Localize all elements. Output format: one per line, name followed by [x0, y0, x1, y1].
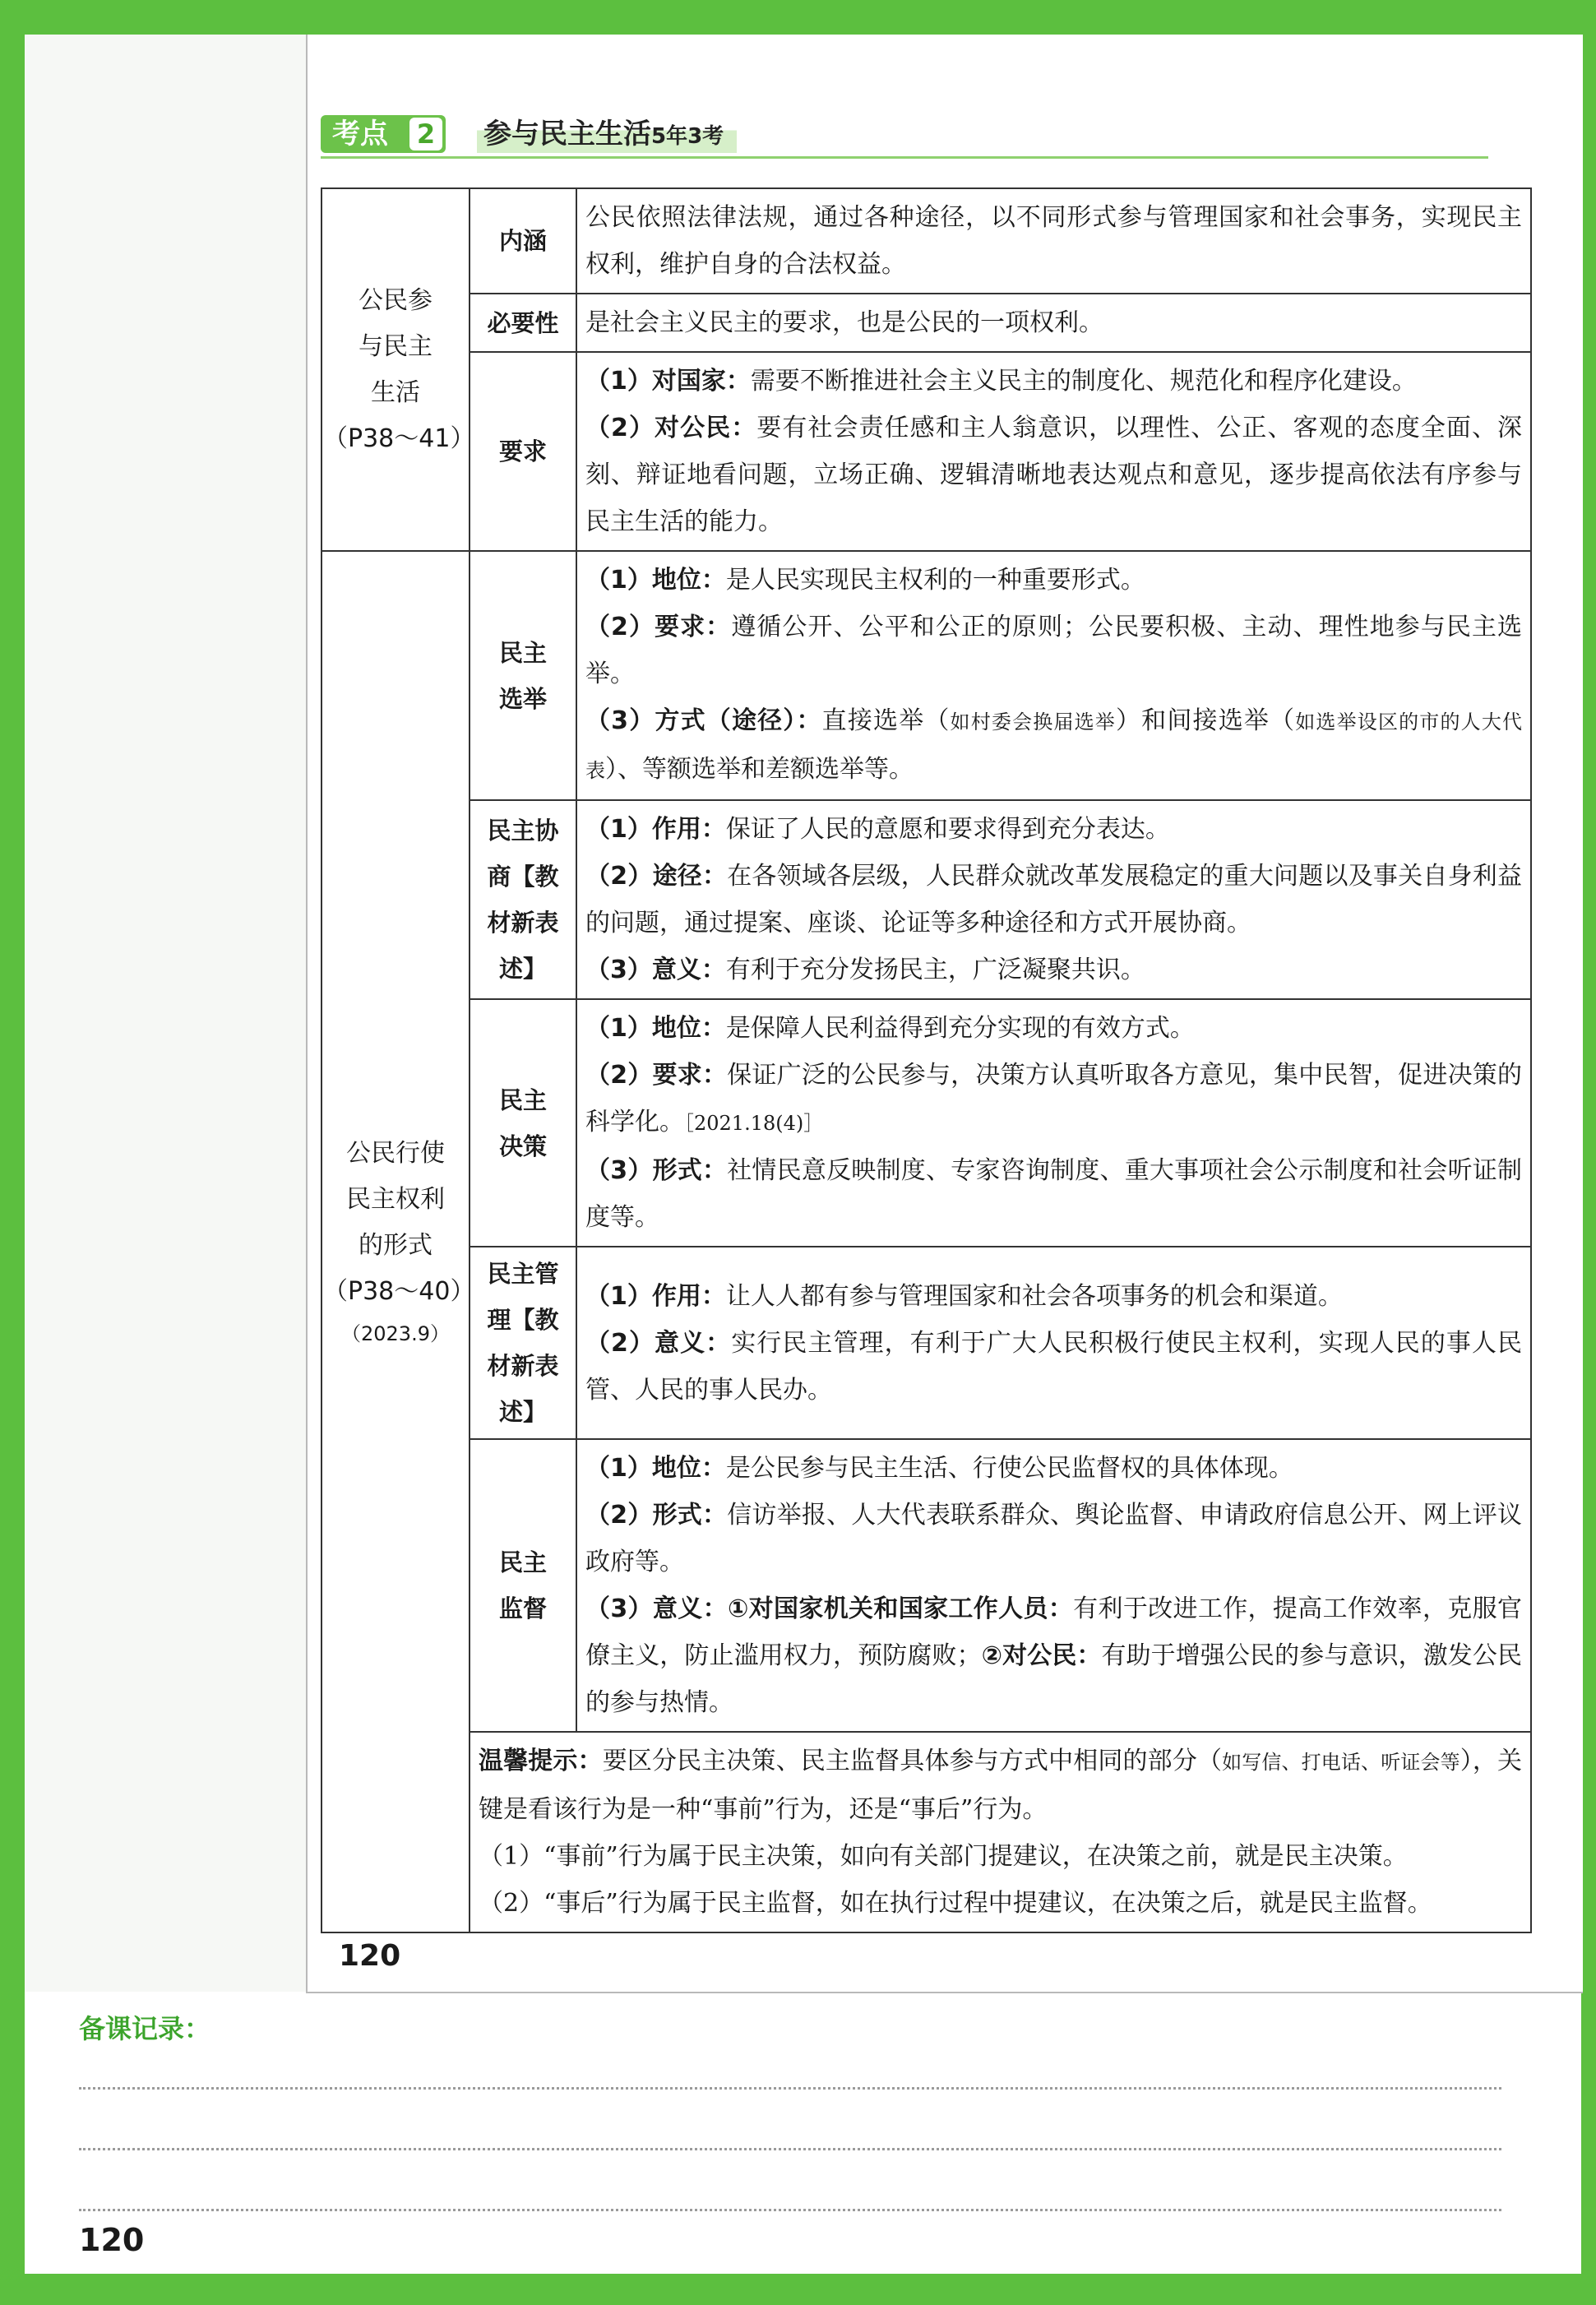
table-row	[322, 999, 1531, 1247]
item-text: 是人民实现民主权利的一种重要形式。	[725, 566, 1145, 595]
item-example: 如选举设区的市的人大代表	[585, 710, 1523, 782]
meaning-text: 公民依照法律法规，通过各种途径，以不同形式参与管理国家和社会事务，实现民主权利，维护自身的合法权益。	[585, 203, 1522, 279]
table-row	[322, 1247, 1531, 1439]
item-text: 有助于增强公民的参与意识，激发公民的参与热情。	[585, 1641, 1523, 1717]
supervision-item	[585, 1585, 1522, 1726]
sub-label-requirement: 要求	[470, 352, 576, 551]
category-label: 公民行使民主权利的形式	[346, 1139, 445, 1260]
content-decision	[576, 999, 1531, 1247]
tip-text: 要区分民主决策、民主监督具体参与方式中相同的部分（	[602, 1747, 1223, 1775]
note-line	[79, 2087, 1501, 2090]
category-label: 公民参与民主生活	[359, 285, 433, 407]
sub-label-management	[470, 1247, 576, 1439]
category-year: （2023.9）	[341, 1322, 450, 1345]
warm-tip	[470, 1732, 1531, 1932]
item-text: 有利于充分发扬民主，广泛凝聚共识。	[725, 956, 1145, 984]
table-row	[322, 294, 1531, 352]
item-key: （2）要求：	[585, 613, 732, 641]
item-key: （1）地位：	[585, 566, 726, 595]
item-key: ①对国家机关和国家工作人员：	[727, 1595, 1074, 1623]
item-key: （2）意义：	[585, 1328, 732, 1358]
item-key: （1）作用：	[585, 815, 726, 844]
item-key: （3）方式（途径）：	[585, 706, 822, 735]
outer-page-number: 120	[79, 2222, 145, 2258]
category-participate	[322, 188, 475, 551]
note-line	[79, 2148, 1501, 2150]
item-text: 要有社会责任感和主人翁意识，以理性、公正、客观的态度全面、深刻、辩证地看问题，立场正确、逻辑清晰地表达观点和意见，逐步提高依法有序参与民主生活的能力。	[585, 414, 1523, 536]
supervision-item	[585, 1492, 1522, 1585]
decision-item	[585, 1005, 1522, 1052]
category-pages: （P38～41）	[323, 424, 475, 453]
item-key: （3）形式：	[585, 1156, 728, 1185]
item-key: （2）途径：	[585, 862, 728, 891]
consultation-item	[585, 853, 1522, 947]
header-frequency: 5年3考	[651, 124, 724, 149]
supervision-label: 民主监督	[498, 1548, 547, 1622]
item-text: ）、等额选举和差额选举等。	[605, 755, 914, 784]
item-text: 实行民主管理，有利于广大人民积极行使民主权利，实现人民的事人民管、人民的事人民办。	[585, 1328, 1523, 1405]
consultation-item	[585, 806, 1522, 853]
top-frame-bar	[0, 0, 1596, 35]
content-meaning	[576, 188, 1531, 294]
item-text: 让人人都有参与管理国家和社会各项事务的机会和渠道。	[725, 1281, 1343, 1311]
item-text: 是保障人民利益得到充分实现的有效方式。	[725, 1014, 1195, 1043]
content-election	[576, 551, 1531, 800]
item-text: ）和间接选举（	[1115, 706, 1296, 735]
table-row	[322, 551, 1531, 800]
item-key: （3）意义：	[585, 1595, 728, 1623]
consultation-label: 民主协商【教材新表述】	[487, 817, 559, 983]
header-title-text: 参与民主生活	[483, 118, 651, 150]
item-key: （1）对国家：	[585, 367, 751, 396]
header-underline	[321, 156, 1488, 159]
election-item	[585, 604, 1522, 697]
item-key: （1）作用：	[585, 1281, 726, 1311]
section-header	[321, 115, 1488, 158]
content-necessity	[576, 294, 1531, 352]
management-item	[585, 1320, 1522, 1414]
item-key: （3）意义：	[585, 956, 726, 984]
election-item	[585, 557, 1522, 604]
sub-label-consultation	[470, 800, 576, 999]
table-row	[322, 188, 1531, 294]
management-label: 民主管理【教材新表述】	[487, 1260, 559, 1426]
right-frame-bar	[1581, 0, 1596, 2305]
tip-line: （2）“事后”行为属于民主监督，如在执行过程中提建议，在决策之后，就是民主监督。	[479, 1889, 1432, 1918]
item-text: 保证广泛的公民参与，决策方认真听取各方意见，集中民智，促进决策的科学化。	[585, 1061, 1523, 1136]
exam-citation: ［2021.18(4)］	[684, 1112, 824, 1135]
content-requirement	[576, 352, 1531, 551]
left-margin	[25, 35, 306, 1992]
item-text: 需要不断推进社会主义民主的制度化、规范化和程序化建设。	[750, 367, 1417, 396]
header-number: 2	[409, 118, 442, 150]
notes-label: 备课记录：	[79, 2013, 211, 2044]
sub-label-election	[470, 551, 576, 800]
content-management	[576, 1247, 1531, 1439]
tip-key: 温馨提示：	[479, 1747, 603, 1775]
item-text: 在各领域各层级，人民群众就改革发展稳定的重大问题以及事关自身利益的问题，通过提案、座谈、论证等多种途径和方式开展协商。	[585, 862, 1523, 937]
tip-text: ），关键是看该行为是一种“事前”行为，还是“事后”行为。	[479, 1747, 1523, 1824]
decision-label: 民主决策	[498, 1085, 547, 1160]
note-line	[79, 2209, 1501, 2211]
item-text: 保证了人民的意愿和要求得到充分表达。	[725, 815, 1170, 844]
header-tag-text: 考点	[332, 118, 388, 150]
supervision-item	[585, 1445, 1522, 1492]
table-row	[322, 1439, 1531, 1732]
consultation-item	[585, 947, 1522, 993]
knowledge-table	[321, 187, 1532, 1933]
item-example: 如村委会换届选举	[950, 710, 1116, 734]
item-text: 是公民参与民主生活、行使公民监督权的具体体现。	[725, 1454, 1293, 1483]
left-frame-bar	[0, 0, 25, 2305]
election-label: 民主选举	[498, 638, 547, 713]
necessity-text: 是社会主义民主的要求，也是公民的一项权利。	[585, 308, 1103, 337]
table-row	[322, 1732, 1531, 1932]
item-text: 社情民意反映制度、专家咨询制度、重大事项社会公示制度和社会听证制度等。	[585, 1156, 1523, 1232]
tip-line	[479, 1738, 1522, 1833]
item-key: （2）要求：	[585, 1061, 728, 1090]
election-item	[585, 697, 1522, 794]
decision-item	[585, 1147, 1522, 1241]
header-title	[477, 115, 737, 153]
content-supervision	[576, 1439, 1531, 1732]
category-forms	[322, 551, 475, 1932]
item-key: ②对公民：	[981, 1641, 1102, 1670]
requirement-item	[585, 405, 1522, 545]
table-row	[322, 800, 1531, 999]
decision-item	[585, 1052, 1522, 1147]
sub-label-necessity: 必要性	[470, 294, 576, 352]
content-consultation	[576, 800, 1531, 999]
item-key: （2）对公民：	[585, 414, 757, 442]
item-text: 信访举报、人大代表联系群众、舆论监督、申请政府信息公开、网上评议政府等。	[585, 1501, 1523, 1576]
item-text: 遵循公开、公平和公正的原则；公民要积极、主动、理性地参与民主选举。	[585, 613, 1523, 688]
sub-label-meaning: 内涵	[470, 188, 576, 294]
category-pages: （P38～40）	[323, 1277, 475, 1306]
table-row	[322, 352, 1531, 551]
sub-label-supervision	[470, 1439, 576, 1732]
inner-page-number: 120	[339, 1939, 401, 1973]
item-key: （1）地位：	[585, 1014, 726, 1043]
sub-label-decision	[470, 999, 576, 1247]
requirement-item	[585, 358, 1522, 405]
management-item	[585, 1273, 1522, 1320]
bottom-frame-bar	[0, 2274, 1596, 2305]
item-text: 有利于改进工作，提高工作效率，克服官僚主义，防止滥用权力，预防腐败；	[585, 1595, 1522, 1670]
item-key: （1）地位：	[585, 1454, 726, 1483]
tip-line: （1）“事前”行为属于民主决策，如向有关部门提建议，在决策之前，就是民主决策。	[479, 1842, 1408, 1871]
item-key: （2）形式：	[585, 1501, 728, 1530]
item-text: 直接选举（	[821, 706, 951, 735]
tip-example: 如写信、打电话、听证会等	[1222, 1751, 1460, 1774]
